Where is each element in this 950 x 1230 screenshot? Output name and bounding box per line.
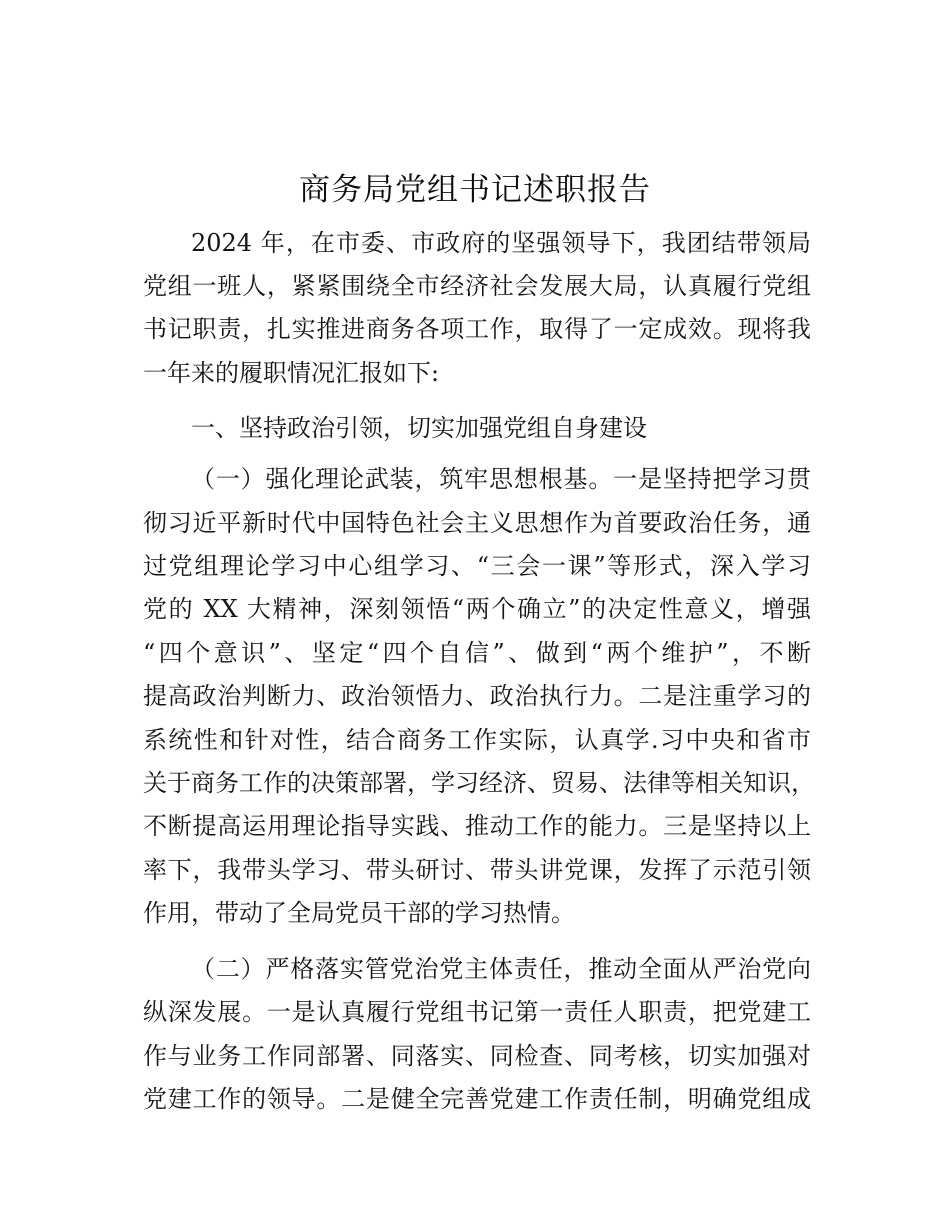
text-line: 作用，带动了全局党员干部的学习热情。 <box>143 899 575 927</box>
text-line: 彻习近平新时代中国特色社会主义思想作为首要政治任务，通 <box>143 509 811 537</box>
text-line: 党的 XX 大精神，深刻领悟“两个确立”的决定性意义，增强 <box>143 595 811 623</box>
text-line: 过党组理论学习中心组学习、“三会一课”等形式，深入学习 <box>143 552 811 580</box>
text-line: 一年来的履职情况汇报如下: <box>143 359 440 387</box>
text-line: 提高政治判断力、政治领悟力、政治执行力。二是注重学习的 <box>143 682 811 710</box>
text-line: 作与业务工作同部署、同落实、同检查、同考核，切实加强对 <box>143 1042 811 1070</box>
text-line: 党建工作的领导。二是健全完善党建工作责任制，明确党组成 <box>143 1085 811 1113</box>
text-line: 系统性和针对性，结合商务工作实际，认真学.习中央和省市 <box>143 726 811 754</box>
text-line: “四个意识”、坚定“四个自信”、做到“两个维护”，不断 <box>143 639 811 667</box>
document-title: 商务局党组书记述职报告 <box>299 172 651 208</box>
text-line: 关于商务工作的决策部署，学习经济、贸易、法律等相关知识， <box>143 769 815 797</box>
text-line: 党组一班人，紧紧围绕全市经济社会发展大局，认真履行党组 <box>143 272 811 300</box>
text-line: （二）严格落实管党治党主体责任，推动全面从严治党向 <box>191 955 811 983</box>
text-line: 一、坚持政治引领，切实加强党组自身建设 <box>191 414 647 442</box>
text-line: （一）强化理论武装，筑牢思想根基。一是坚持把学习贯 <box>191 465 811 493</box>
text-line: 书记职责，扎实推进商务各项工作，取得了一定成效。现将我 <box>143 315 811 343</box>
text-line: 纵深发展。一是认真履行党组书记第一责任人职责，把党建工 <box>143 998 811 1026</box>
text-line: 不断提高运用理论指导实践、推动工作的能力。三是坚持以上 <box>143 812 811 840</box>
text-line: 2024 年，在市委、市政府的坚强领导下，我团结带领局 <box>191 229 811 257</box>
text-line: 率下，我带头学习、带头研讨、带头讲党课，发挥了示范引领 <box>143 856 811 884</box>
